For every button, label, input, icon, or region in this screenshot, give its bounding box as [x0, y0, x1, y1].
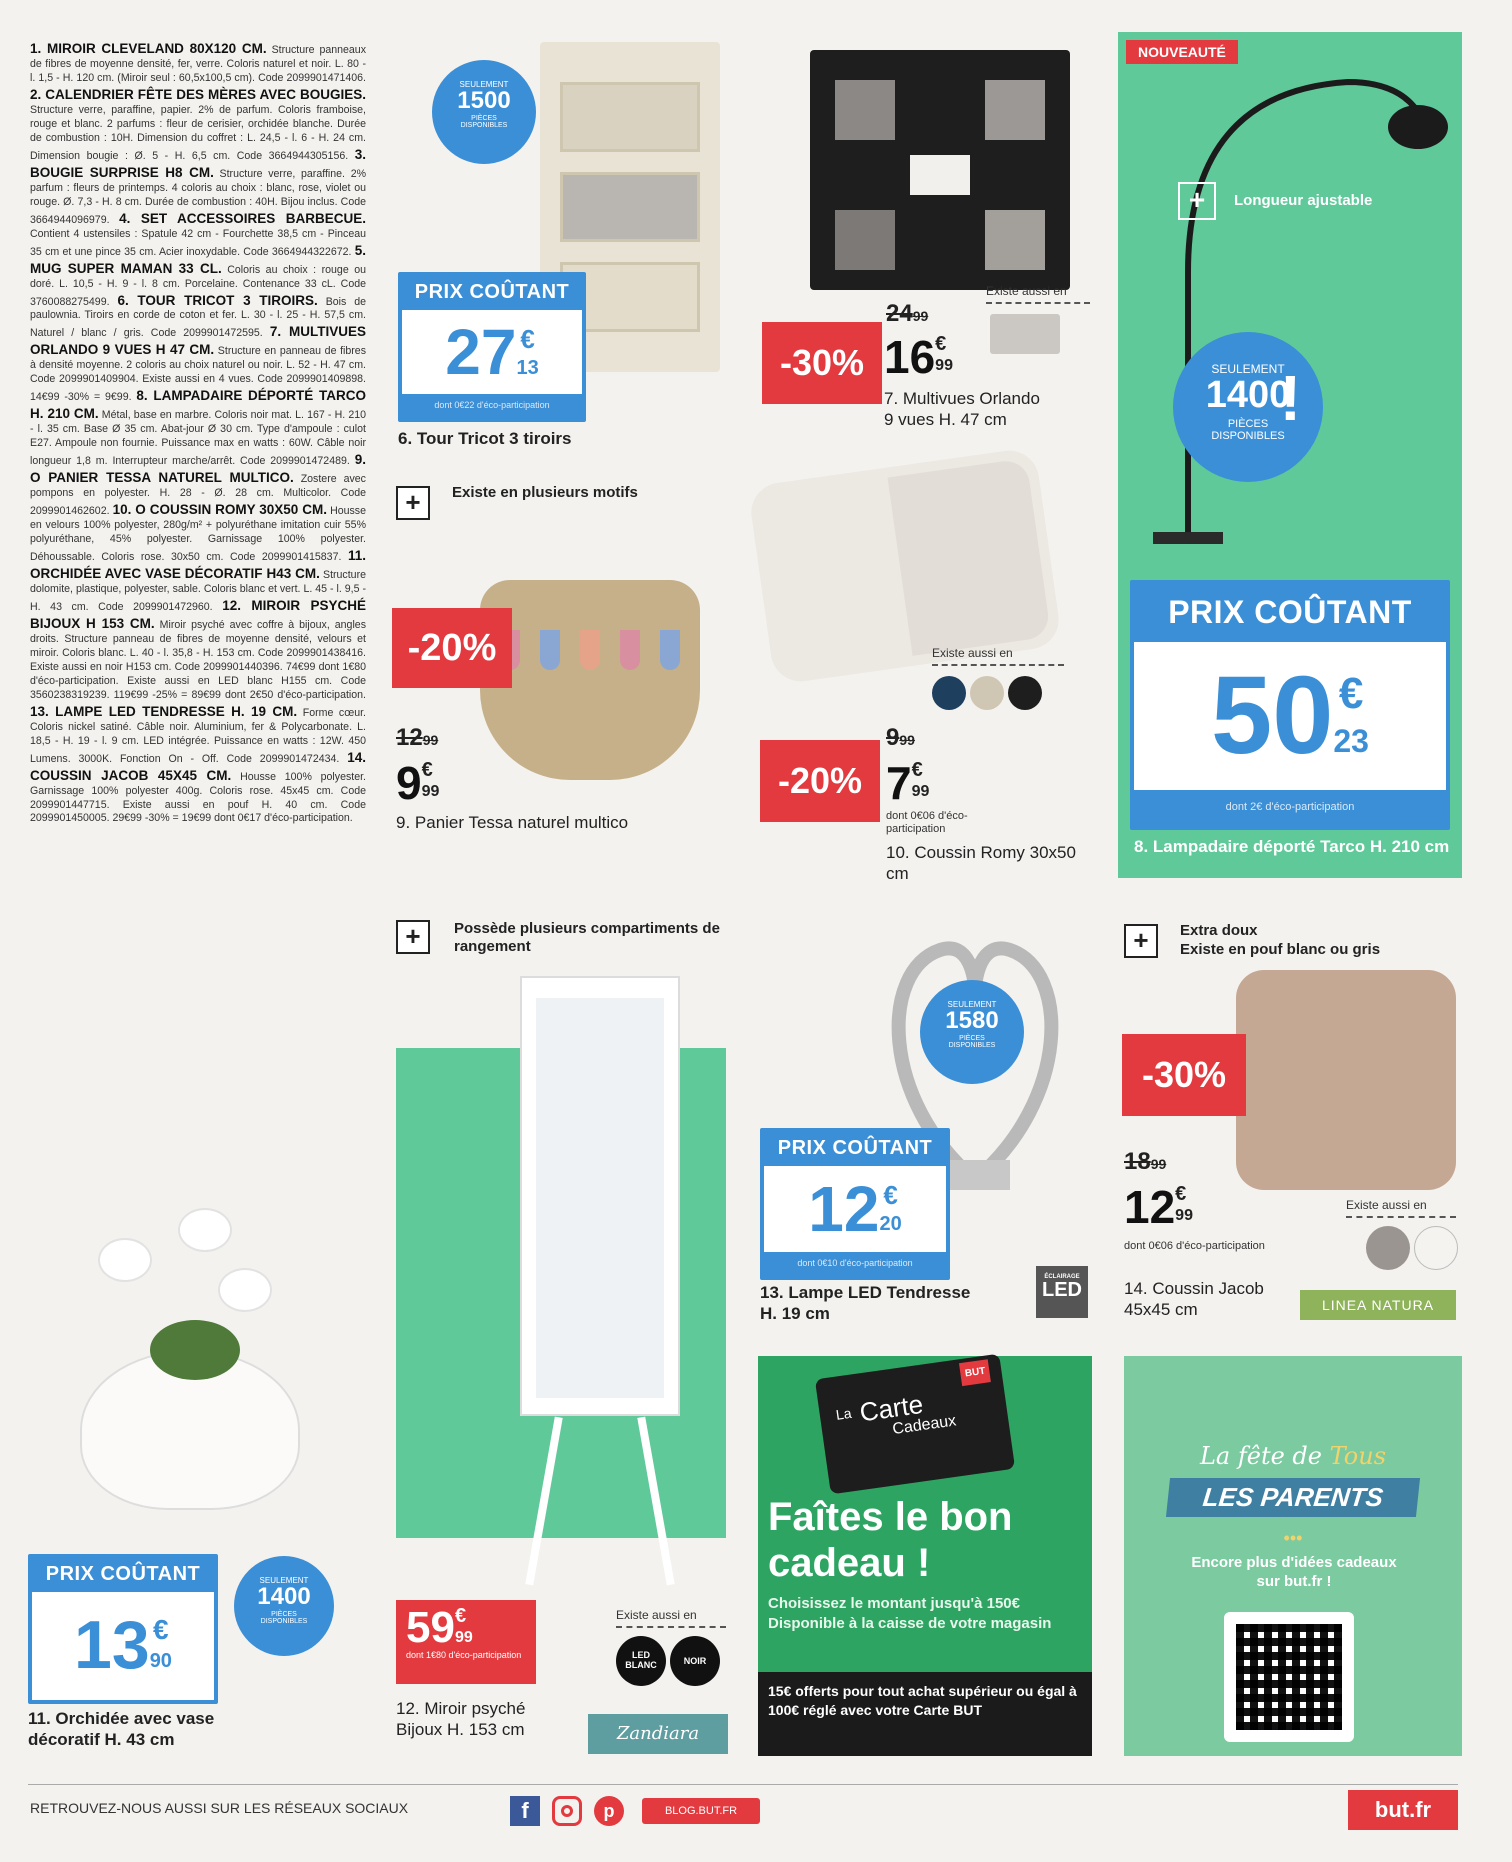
jacob-eco: dont 0€06 d'éco-participation: [1124, 1240, 1265, 1252]
romy-eco: dont 0€06 d'éco-participation: [886, 810, 968, 836]
multivues-image: [810, 50, 1070, 290]
orchidee-stock-circle: SEULEMENT 1400 PIÈCES DISPONIBLES: [234, 1556, 334, 1656]
orchidee-price-badge: PRIX COÛTANT 13 € 90: [28, 1554, 218, 1704]
miroir-stand: [520, 1416, 680, 1596]
miroir-feature: Possède plusieurs compartiments de rangement: [454, 920, 720, 955]
coussin-jacob-image: [1236, 970, 1456, 1190]
option-noir[interactable]: NOIR: [670, 1636, 720, 1686]
but-fr-link[interactable]: but.fr: [1348, 1790, 1458, 1830]
zandiara-logo: Zandiara: [588, 1714, 728, 1754]
led-label: ÉCLAIRAGE LED: [1036, 1266, 1088, 1318]
multivues-old-price: 2499: [886, 300, 929, 327]
fete-line2: LES PARENTS: [1166, 1478, 1420, 1517]
coussin-romy-image: [747, 447, 1062, 685]
jacob-divider: [1346, 1216, 1456, 1218]
panier-discount: -20%: [392, 608, 512, 688]
panier-name: 9. Panier Tessa naturel multico: [396, 813, 629, 832]
multivues-name: 7. Multivues Orlando 9 vues H. 47 cm: [884, 389, 1040, 430]
blog-link[interactable]: BLOG.BUT.FR: [642, 1798, 760, 1824]
gift-desc: Choisissez le montant jusqu'à 150€ Disponible à la caisse de votre magasin: [768, 1595, 1052, 1632]
orchidee-name: 11. Orchidée avec vase décoratif H. 43 cm: [28, 1709, 215, 1750]
lampadaire-stock-circle: SEULEMENT 1400 PIÈCES DISPONIBLES !: [1173, 332, 1323, 482]
tricot-price-badge: PRIX COÛTANT 27 € 13 dont 0€22 d'éco-participation: [398, 272, 586, 422]
tricot-name: 6. Tour Tricot 3 tiroirs: [398, 429, 572, 448]
gift-card-panel: [758, 1356, 1092, 1756]
footer-social-text: RETROUVEZ-NOUS AUSSI SUR LES RÉSEAUX SOCIAUX: [30, 1800, 409, 1816]
romy-name: 10. Coussin Romy 30x50 cm: [886, 843, 1076, 884]
fete-parents-panel: [1124, 1356, 1462, 1756]
jacob-swatches: [1366, 1226, 1462, 1275]
swatch-navy[interactable]: [932, 676, 966, 710]
exclamation-icon: !: [1279, 362, 1301, 434]
romy-swatches: [932, 676, 1046, 715]
lampe-stock-circle: SEULEMENT 1580 PIÈCES DISPONIBLES: [920, 980, 1024, 1084]
lampadaire-price-badge: PRIX COÛTANT 50 € 23 dont 2€ d'éco-participation: [1130, 580, 1450, 830]
jacob-name: 14. Coussin Jacob 45x45 cm: [1124, 1279, 1264, 1320]
miroir-image: [520, 976, 680, 1416]
panier-old-price: 1299: [396, 724, 439, 751]
gift-title: Faîtes le bon cadeau !: [768, 1495, 1013, 1585]
swatch-grey[interactable]: [1366, 1226, 1410, 1270]
miroir-also-label: Existe aussi en: [616, 1608, 697, 1622]
swatch-beige[interactable]: [970, 676, 1004, 710]
footer-divider: [28, 1784, 1458, 1785]
multivues-discount: -30%: [762, 322, 882, 404]
romy-discount: -20%: [760, 740, 880, 822]
facebook-icon[interactable]: f: [510, 1796, 540, 1826]
multivues-divider: [986, 302, 1090, 304]
jacob-features: Extra doux Existe en pouf blanc ou gris: [1180, 922, 1381, 958]
lampe-name: 13. Lampe LED Tendresse H. 19 cm: [760, 1283, 971, 1324]
pinterest-icon[interactable]: p: [594, 1796, 624, 1826]
miroir-price-badge: 59€ 99 dont 1€80 d'éco-participation: [396, 1600, 536, 1684]
lampadaire-panel: [1118, 32, 1462, 878]
nouveaute-tag: NOUVEAUTÉ: [1126, 40, 1238, 64]
jacob-also-label: Existe aussi en: [1346, 1198, 1427, 1212]
plus-icon: +: [396, 920, 430, 954]
linea-natura-logo: LINEA NATURA: [1300, 1290, 1456, 1320]
lampadaire-image: [1118, 32, 1462, 592]
instagram-icon[interactable]: [552, 1796, 582, 1826]
multivues-new-price: 16€ 99: [884, 331, 953, 383]
gift-card-image: La Carte Cadeaux BUT: [815, 1354, 1015, 1495]
multivues-variant-icon: [990, 314, 1060, 354]
jacob-new-price: 12€ 99: [1124, 1181, 1193, 1233]
plus-icon: +: [1124, 924, 1158, 958]
romy-old-price: 999: [886, 724, 915, 751]
panier-new-price: 9€ 99: [396, 757, 440, 809]
fete-dots: •••: [1283, 1528, 1303, 1548]
lampadaire-feature: Longueur ajustable: [1234, 192, 1373, 209]
romy-new-price: 7€ 99: [886, 757, 930, 809]
multivues-also-label: Existe aussi en: [986, 284, 1067, 298]
romy-divider: [932, 664, 1064, 666]
romy-also-label: Existe aussi en: [932, 646, 1013, 660]
miroir-name: 12. Miroir psyché Bijoux H. 153 cm: [396, 1699, 526, 1740]
option-led-blanc[interactable]: LED BLANC: [616, 1636, 666, 1686]
swatch-white[interactable]: [1414, 1226, 1458, 1270]
fete-more: Encore plus d'idées cadeaux sur but.fr !: [1191, 1554, 1397, 1590]
gift-offer: 15€ offerts pour tout achat supérieur ou égal à 100€ réglé avec votre Carte BUT: [758, 1672, 1092, 1756]
plus-icon: +: [1178, 182, 1216, 220]
miroir-divider: [616, 1626, 726, 1628]
plus-icon: +: [396, 486, 430, 520]
legal-text: 1. MIROIR CLEVELAND 80X120 CM. Structure panneaux de fibres de moyenne densité, fer, verre. Coloris naturel et noir. L. 80 - l. 1,5 - H. 120 cm. (Miroir seul : 60,5x100,5 cm). Code 2099901471406. 2. CALENDRIER FÊTE DES MÈRES AVEC BOUGIES. Structure verre, paraffine, papier. 2% de parfum. Coloris framboise, rouge et blanc. 2 parfums : fleur de cerisier, orchidée blanche. Durée de combustion : 10H. Dimension du coffret : L. 24,5 - l. 6 - H. 24 cm. Dimension bougie : Ø. 5 - H. 6,5 cm. Code 3664944305156. 3. BOUGIE SURPRISE H8 CM. Structure verre, paraffine. 2% parfum : fleurs de printemps. 4 coloris au choix : blanc, rose, violet ou rouge. Ø. 7,3 - H. 8 cm. Durée de combustion : 40H. Bijou inclus. Code 3664944096979. 4. SET ACCESSOIRES BARBECUE. Contient 4 ustensiles : Spatule 42 cm - Fourchette 38,5 cm - Pinceau 35 cm et une pince 35 cm. Acier inoxydable. Code 3664944322672. 5. MUG SUPER MAMAN 33 CL. Coloris au choix : rouge ou doré. L. 10,5 - H. 9 - l. 8 cm. Porcelaine. Contenance 33 cL. Code 3760088275499. 6. TOUR TRICOT 3 TIROIRS. Bois de paulownia. Tiroirs en corde de coton et fer. L. 30 - l. 25 - H. 57,5 cm. Naturel / blanc / gris. Code 2099901472595. 7. MULTIVUES ORLANDO 9 VUES H 47 CM. Structure en panneau de fibres à densité moyenne. 2 coloris au choix naturel ou noir. L. 52 - H. 47 cm. Code 2099901409904. Existe aussi en 4 vues. Code 2099901409898. 14€99 -30% = 9€99. 8. LAMPADAIRE DÉPORTÉ TARCO H. 210 CM. Métal, base en marbre. Coloris noir mat. L. 167 - H. 210 - l. 35 cm. Base Ø 35 cm. Abat-jour Ø 30 cm. Type d'ampoule : culot E27. Ampoule non fournie. Puissance max en watts : 60W. Câble noir longueur 1,8 m. Interrupteur marche/arrêt. Code 2099901472489. 9. O PANIER TESSA NATUREL MULTICO. Zostere avec pompons en polyester. H. 28 - Ø. 28 cm. Multicolor. Code 2099901462602. 10. O COUSSIN ROMY 30X50 CM. Housse en velours 100% polyester, 280g/m² + polyuréthane imitation cuir 55% polyuréthane, 45% polyester. Garnissage 100% polyester. Déhoussable. Coloris rose. 30x50 cm. Code 2099901415837. 11. ORCHIDÉE AVEC VASE DÉCORATIF H43 CM. Structure dolomite, plastique, polyester, sable. Coloris blanc et vert. L. 45 - l. 9,5 - H. 43 cm. Code 2099901472960. 12. MIROIR PSYCHÉ BIJOUX H 153 CM. Miroir psyché avec coffre à bijoux, angles droits. Structure panneau de fibres de moyenne densité, velours et miroir. Coloris blanc. L. 40 - l. 35,8 - H. 153 cm. Code 2099901438416. Existe aussi en noir H153 cm. Code 2099901440396. 74€99 dont 1€80 d'éco-participation. Existe aussi en LED blanc H155 cm. Code 3560238319239. 119€99 -25% = 89€99 dont 2€50 d'éco-participation. 13. LAMPE LED TENDRESSE H. 19 CM. Forme cœur. Coloris nickel satiné. Câble noir. Aluminium, fer & Polycarbonate. L. 18,5 - H. 19 - l. 9 cm. LED intégrée. Puissance en watts : 12W. 450 Lumens. 3000K. Fonction On - Off. Code 2099901472434. 14. COUSSIN JACOB 45X45 CM. Housse 100% polyester. Garnissage 100% polyester 400g. Coloris rose. 45x45 cm. Code 2099901447715. Existe aussi en pouf H. 40 cm. Code 2099901450005. 29€99 -30% = 19€99 dont 0€17 d'éco-participation.: [30, 41, 367, 825]
lampe-price-badge: PRIX COÛTANT 12 € 20 dont 0€10 d'éco-participation: [760, 1128, 950, 1280]
qr-code[interactable]: [1224, 1612, 1354, 1742]
lampadaire-name: 8. Lampadaire déporté Tarco H. 210 cm: [1134, 837, 1450, 856]
orchidee-image: [40, 1200, 320, 1520]
jacob-discount: -30%: [1122, 1034, 1246, 1116]
panier-feature: Existe en plusieurs motifs: [452, 484, 638, 501]
tricot-stock-circle: SEULEMENT 1500 PIÈCES DISPONIBLES: [432, 60, 536, 164]
fete-line1: La fête de Tous: [1199, 1442, 1387, 1470]
swatch-black[interactable]: [1008, 676, 1042, 710]
jacob-old-price: 1899: [1124, 1148, 1167, 1175]
